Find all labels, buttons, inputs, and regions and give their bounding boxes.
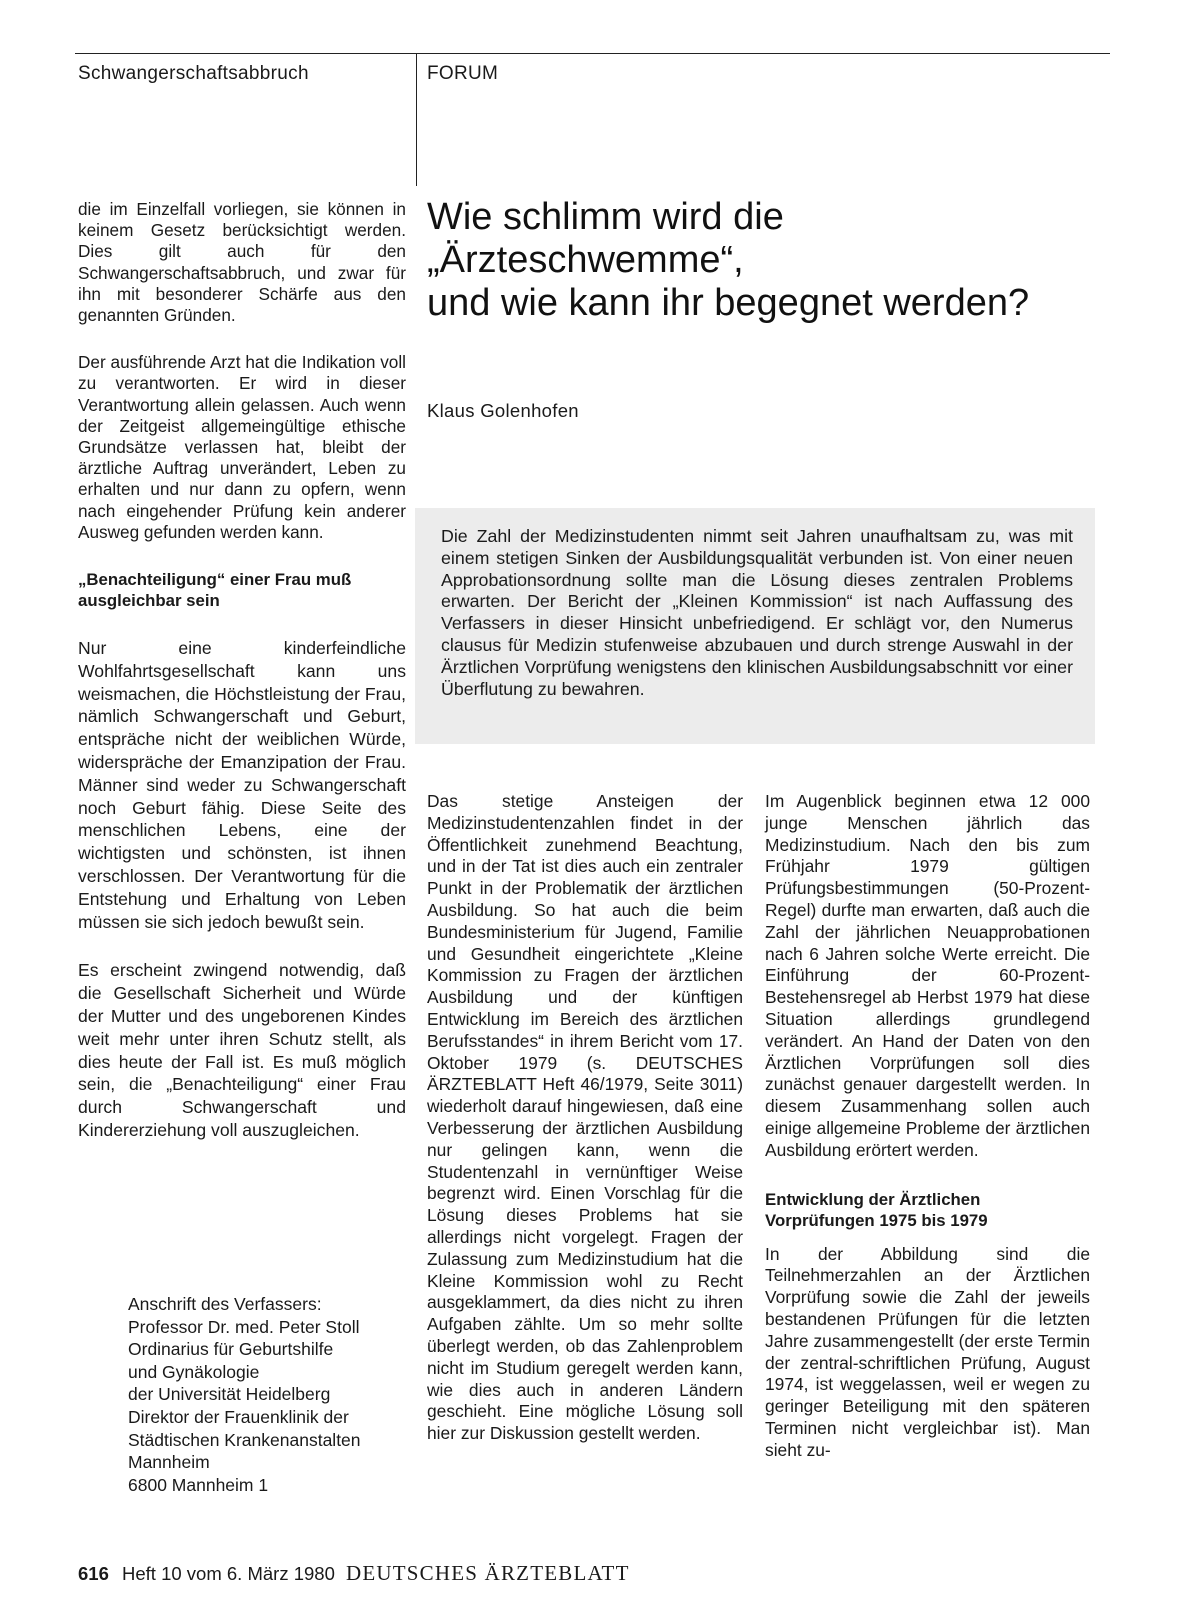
title-line: und wie kann ihr begegnet werden?: [427, 282, 1030, 324]
left-paragraph-2: Der ausführende Arzt hat die Indikation voll zu verantworten. Er wird in dieser Verantwortung allein gelassen. Auch wenn der Zeitgeist allgemeingültige ethische Grundsätze verlassen hat, bleibt der ärztliche Auftrag unverändert, Leben zu erhalten und nur dann zu opfern, wenn nach eingehender Prüfung kein anderer Ausweg gefunden werden kann.: [78, 352, 406, 542]
article-title: [427, 196, 1117, 325]
address-line: Städtischen Krankenanstalten: [128, 1429, 361, 1450]
address-line: Direktor der Frauenklinik der: [128, 1406, 349, 1427]
left-paragraph-3: Nur eine kinderfeindliche Wohlfahrtsgesellschaft kann uns weismachen, die Höchstleistung der Frau, nämlich Schwangerschaft und Geburt, entspräche nicht der weiblichen Würde, widerspräche der Emanzipation der Frau. Männer sind weder zu Schwangerschaft noch Geburt fähig. Diese Seite des menschlichen Lebens, eine der wichtigsten und schönsten, ist ihnen verschlossen. Der Verantwortung für die Entstehung und Erhaltung von Leben müssen sie sich jedoch bewußt sein.: [78, 638, 406, 932]
right-column: [765, 791, 1090, 1489]
magazine-name: DEUTSCHES ÄRZTEBLATT: [346, 1561, 630, 1585]
section-label-right: FORUM: [427, 63, 499, 84]
header-divider: [416, 53, 417, 186]
address-line: 6800 Mannheim 1: [128, 1474, 269, 1495]
article-abstract: Die Zahl der Medizinstudenten nimmt seit Jahren unaufhaltsam zu, was mit einem stetigen Sinken der Ausbildungsqualität verbunden ist. Von einer neuen Approbationsordnung sollte man die Lösung dieses zentralen Problems erwarten. Der Bericht der „Kleinen Kommission“ ist nach Auffassung des Verfassers in dieser Hinsicht unbefriedigend. Er schlägt vor, den Numerus clausus für Medizin stufenweise abzubauen und durch strenge Auswahl in der Ärztlichen Vorprüfung wenigstens den klinischen Ausbildungsabschnitt vor einer Überflutung zu bewahren.: [441, 526, 1073, 699]
title-line: Wie schlimm wird die: [427, 196, 784, 238]
issue-info: Heft 10 vom 6. März 1980: [122, 1563, 335, 1584]
address-line: Professor Dr. med. Peter Stoll: [128, 1316, 360, 1337]
address-line: Anschrift des Verfassers:: [128, 1294, 322, 1314]
article-abstract-box: [415, 508, 1095, 744]
left-paragraph-4: Es erscheint zwingend notwendig, daß die Gesellschaft Sicherheit und Würde der Mutter und des ungeborenen Kindes weit mehr unter ihren Schutz stellt, als dies heute der Fall ist. Es muß möglich sein, die „Benachteiligung“ einer Frau durch Schwangerschaft und Kindererziehung voll auszugleichen.: [78, 960, 406, 1140]
address-line: Mannheim: [128, 1452, 210, 1473]
author-address: [128, 1293, 428, 1496]
address-line: und Gynäkologie: [128, 1361, 260, 1382]
section-label-left: Schwangerschaftsabbruch: [78, 63, 309, 84]
article-author: Klaus Golenhofen: [427, 400, 579, 421]
body-paragraph-right-1: Im Augenblick beginnen etwa 12 000 junge Menschen jährlich das Medizinstudium. Nach den bis zum Frühjahr 1979 gültigen Prüfungsbestimmungen (50-Prozent-Regel) durfte man erwarten, daß auch die Zahl der jährlichen Neuapprobationen nach 6 Jahren solche Werte erreicht. Die Einführung der 60-Prozent-Bestehensregel ab Herbst 1979 hat diese Situation allerdings grundlegend verändert. An Hand der Daten von den Ärztlichen Vorprüfungen soll dies zunächst genauer dargestellt werden. In diesem Zusammenhang sollen auch einige allgemeine Probleme der ärztlichen Ausbildung erörtert werden.: [765, 791, 1090, 1160]
title-line: „Ärzteschwemme“,: [427, 239, 744, 281]
left-paragraph-1: die im Einzelfall vorliegen, sie können in keinem Gesetz berücksichtigt werden. Dies gilt auch für den Schwangerschaftsabbruch, und zwar für ihn mit besonderer Schärfe aus den genannten Gründen.: [78, 199, 406, 326]
address-line: der Universität Heidelberg: [128, 1384, 331, 1405]
left-column: [78, 199, 406, 1168]
left-subheading: „Benachteiligung“ einer Frau muß ausgleichbar sein: [78, 570, 352, 611]
middle-column: [427, 791, 743, 1472]
address-line: Ordinarius für Geburtshilfe: [128, 1339, 334, 1360]
body-paragraph-mid: Das stetige Ansteigen der Medizinstudentenzahlen findet in der Öffentlichkeit zunehmend Beachtung, und in der Tat ist dies auch ein zentraler Punkt in der Problematik der ärztlichen Ausbildung. So hat auch die beim Bundesministerium für Jugend, Familie und Gesundheit eingerichtete „Kleine Kommission zu Fragen der ärztlichen Ausbildung und der künftigen Entwicklung im Bereich des ärztlichen Berufsstandes“ in ihrem Bericht vom 17. Oktober 1979 (s. DEUTSCHES ÄRZTEBLATT Heft 46/1979, Seite 3011) wiederholt darauf hingewiesen, daß eine Verbesserung der ärztlichen Ausbildung nur gelingen kann, wenn die Studentenzahl in vernünftiger Weise begrenzt wird. Einen Vorschlag für die Lösung dieses Problems hat sie allerdings nicht vorgelegt. Fragen der Zulassung zum Medizinstudium hat die Kleine Kommission wohl zu Recht ausgeklammert, da dies nicht zu ihren Aufgaben zählte. Um so mehr sollte überlegt werden, ob das Zahlenproblem nicht im Studium geregelt werden kann, wie dies auch in anderen Ländern geschieht. Eine mögliche Lösung soll hier zur Diskussion gestellt werden.: [427, 791, 743, 1444]
page-footer: [78, 1561, 630, 1586]
body-paragraph-right-2: In der Abbildung sind die Teilnehmerzahlen an der Ärztlichen Vorprüfung sowie die Zahl der jeweils bestandenen Prüfungen für die letzten Jahre zusammengestellt (der erste Termin der zentral-schriftlichen Prüfung, August 1974, ist weggelassen, weil er wegen zu geringer Beteiligung mit den späteren Terminen nicht vergleichbar ist). Man sieht zu-: [765, 1243, 1090, 1460]
header-rule: [75, 53, 1110, 54]
page-number: 616: [78, 1563, 109, 1584]
right-subheading: Entwicklung der Ärztlichen Vorprüfungen 1975 bis 1979: [765, 1189, 988, 1230]
